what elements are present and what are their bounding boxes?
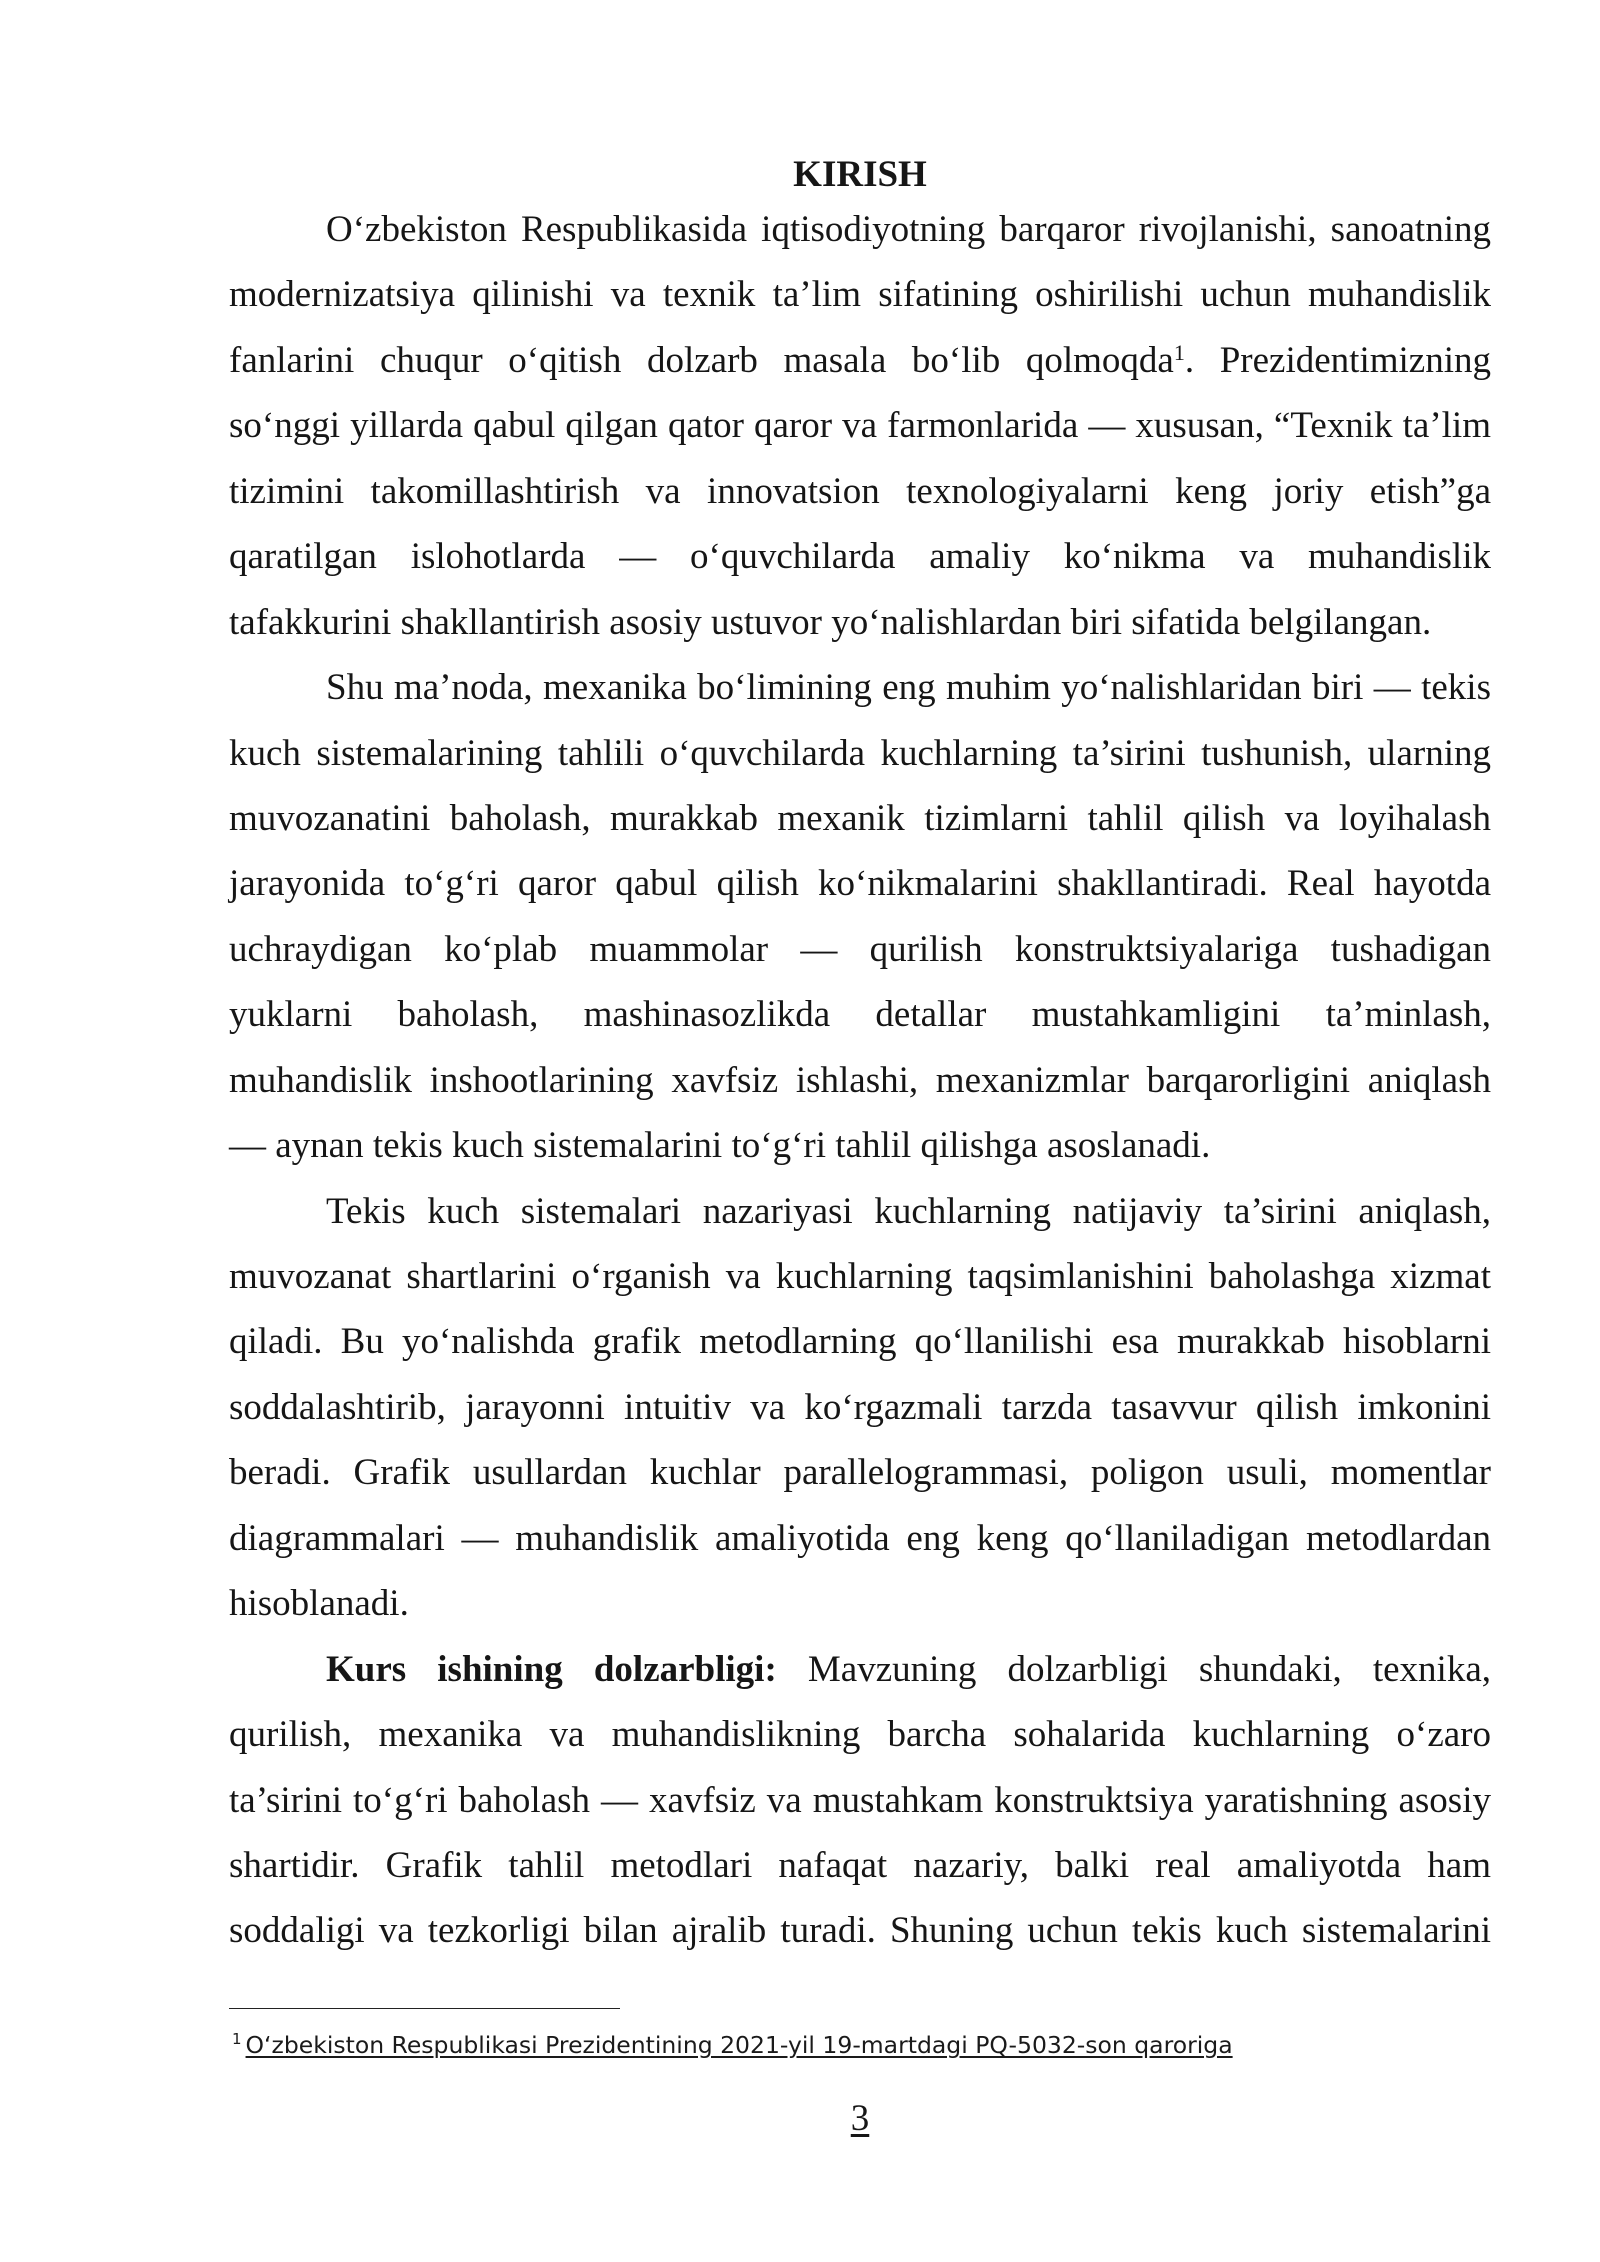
page-title: KIRISH [793, 154, 927, 195]
body-paragraph [229, 197, 1491, 655]
text-line: qaratilgan islohotlarda — o‘quvchilarda amaliy ko‘nikma va muhandislik [229, 536, 1491, 578]
text-line [229, 1637, 1491, 1702]
text-line: jarayonida to‘g‘ri qaror qabul qilish ko‘nikmalarini shakllantiradi. Real hayotda [229, 863, 1491, 905]
body-paragraph [229, 1637, 1491, 1964]
text-line: O‘zbekiston Respublikasida iqtisodiyotning barqaror rivojlanishi, sanoatning [326, 209, 1491, 250]
body-paragraph [229, 655, 1491, 1179]
text-line [229, 328, 1491, 393]
text-line: Tekis kuch sistemalari nazariyasi kuchlarning natijaviy ta’sirini aniqlash, [326, 1190, 1491, 1232]
body-text [229, 197, 1491, 1964]
text-line: uchraydigan ko‘plab muammolar — qurilish konstruktsiyalariga tushadigan [229, 928, 1491, 970]
text-line: tizimini takomillashtirish va innovatsion texnologiyalarni keng joriy etish”ga [229, 470, 1491, 512]
text-line: kuch sistemalarining tahlili o‘quvchilarda kuchlarning ta’sirini tushunish, ularning [229, 732, 1491, 774]
footnote-ref: 1 [1173, 339, 1185, 365]
line-text: Mavzuning dolzarbligi shundaki, texnika, [776, 1648, 1491, 1690]
text-line: muvozanat shartlarini o‘rganish va kuchlarning taqsimlanishini baholashga xizmat [229, 1256, 1491, 1297]
text-line: qiladi. Bu yo‘nalishda grafik metodlarning qo‘llanilishi esa murakkab hisoblarni [229, 1321, 1491, 1363]
footnote [232, 2028, 1233, 2062]
text-line: diagrammalari — muhandislik amaliyotida eng keng qo‘llaniladigan metodlardan [229, 1517, 1491, 1559]
text-line: shartidir. Grafik tahlil metodlari nafaqat nazariy, balki real amaliyotda ham [229, 1844, 1491, 1886]
text-line: tafakkurini shakllantirish asosiy ustuvor yo‘nalishlardan biri sifatida belgilangan. [229, 601, 1432, 643]
footnote-text: O‘zbekiston Respublikasi Prezidentining 2021-yil 19-martdagi PQ-5032-son qaroriga [245, 2031, 1233, 2059]
footnote-separator [229, 2008, 620, 2009]
footnote-marker: 1 [232, 2030, 242, 2048]
text-line: — aynan tekis kuch sistemalarini to‘g‘ri tahlil qilishga asoslanadi. [229, 1125, 1211, 1167]
text-line: soddalashtirib, jarayonni intuitiv va ko‘rgazmali tarzda tasavvur qilish imkonini [229, 1386, 1491, 1428]
text-line: muhandislik inshootlarining xavfsiz ishlashi, mexanizmlar barqarorligini aniqlash [229, 1059, 1491, 1101]
text-line: muvozanatini baholash, murakkab mexanik tizimlarni tahlil qilish va loyihalash [229, 797, 1491, 839]
body-paragraph [229, 1179, 1491, 1637]
text-line: qurilish, mexanika va muhandislikning barcha sohalarida kuchlarning o‘zaro [229, 1714, 1491, 1756]
lead-in-heading: Kurs ishining dolzarbligi: [326, 1648, 777, 1690]
line-text: . Prezidentimizning [1184, 339, 1491, 381]
text-line: so‘nggi yillarda qabul qilgan qator qaror va farmonlarida — xususan, “Texnik ta’lim [229, 405, 1491, 447]
page-number-value: 3 [850, 2098, 870, 2139]
text-line: modernizatsiya qilinishi va texnik ta’lim sifatining oshirilishi uchun muhandislik [229, 274, 1491, 316]
text-line: ta’sirini to‘g‘ri baholash — xavfsiz va mustahkam konstruktsiya yaratishning asosiy [229, 1779, 1491, 1821]
page-number [229, 2090, 1491, 2148]
line-text: fanlarini chuqur o‘qitish dolzarb masala bo‘lib qolmoqda [229, 339, 1174, 381]
text-line: beradi. Grafik usullardan kuchlar parallelogrammasi, poligon usuli, momentlar [229, 1452, 1491, 1494]
text-line: soddaligi va tezkorligi bilan ajralib turadi. Shuning uchun tekis kuch sistemalarini [229, 1910, 1491, 1952]
text-line: yuklarni baholash, mashinasozlikda detallar mustahkamligini ta’minlash, [229, 994, 1491, 1036]
text-line: hisoblanadi. [229, 1583, 409, 1625]
text-line: Shu ma’noda, mexanika bo‘limining eng muhim yo‘nalishlaridan biri — tekis [326, 667, 1491, 709]
